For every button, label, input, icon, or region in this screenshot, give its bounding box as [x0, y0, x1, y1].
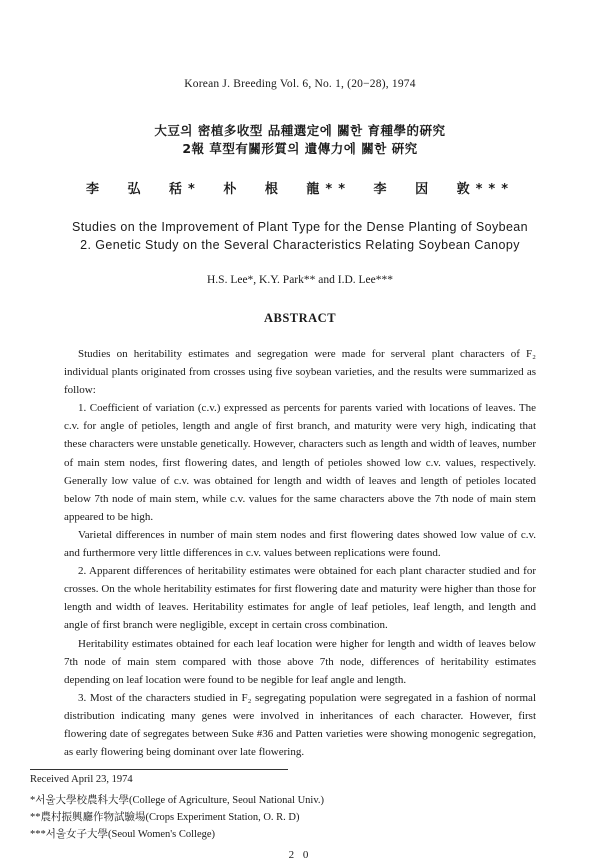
korean-title-line-1: 大豆의 密植多收型 品種選定에 關한 育種學的硏究	[154, 123, 446, 138]
korean-title-line-2: 2報 草型有關形質의 遺傳力에 關한 硏究	[182, 141, 418, 156]
footnote-affiliation-3: ***서울女子大學(Seoul Women's College)	[30, 829, 216, 840]
journal-citation: Korean J. Breeding Vol. 6, No. 1, (20−28), 1974	[184, 78, 416, 90]
abstract-paragraph: Heritability estimates obtained for each leaf location were higher for length and width of leaves below 7th node of main stem compared with those above 7th node, differences of heritability estimates depending on leaf location were found to be negible for leaf angle and length.	[64, 637, 536, 686]
abstract-body	[64, 345, 536, 761]
abstract-paragraph: Studies on heritability estimates and segregation were made for serveral plant characters of F₂ individual plants originated from crosses using five soybean varieties, and the results were summarized as follow:	[64, 348, 536, 397]
english-title-line-1: Studies on the Improvement of Plant Type for the Dense Planting of Soybean	[71, 220, 529, 234]
korean-authors: 李 弘 秳* 朴 根 龍** 李 因 敦***	[86, 182, 514, 197]
page-number: 2 0	[288, 849, 312, 861]
abstract-paragraph: Varietal differences in number of main stem nodes and first flowering dates showed low value of c.v. and furthermore very little differences in c.v. values between replications were found.	[64, 528, 536, 560]
abstract-paragraph: 2. Apparent differences of heritability estimates were obtained for each plant character studied and for crosses. On the whole heritability estimates for first flowering date and maturity were higher than those for length and width of leaves. Heritability estimates for angle of leaf petioles, leaf length, and length and angle of first branch were negligible, except in certain cross combination.	[64, 565, 536, 632]
abstract-paragraph: 3. Most of the characters studied in F₂ segregating population were segregated in a fashion of normal distribution indicating many genes were involved in inheritances of each character. However, first flowering date of segregates between Suke #36 and Patten varieties were showing monogenic segregation, as early flowering being dominant over late flowering.	[64, 691, 536, 759]
english-title-line-2: 2. Genetic Study on the Several Characteristics Relating Soybean Canopy	[80, 238, 520, 252]
footnote-affiliation-1: *서울大學校農科大學(College of Agriculture, Seoul National Univ.)	[30, 795, 325, 806]
footnote-divider	[30, 769, 288, 770]
abstract-paragraph: 1. Coefficient of variation (c.v.) expressed as percents for parents varied with locations of leaves. The c.v. for angle of petioles, length and angle of first branch, and maturity were very high, indicating that these characters were unstable genetically. However, characters such as length and width of leaves, number of main stem nodes, first flowering dates, and length of petioles showed low c.v. values, respectively. Generally low value of c.v. was obtained for length and width of leaves and length of petioles located below 7th node of main stem, while c.v. values for the same characters above the 7th node of main stem appeared to be high.	[64, 402, 536, 523]
english-authors: H.S. Lee*, K.Y. Park** and I.D. Lee***	[207, 274, 393, 286]
abstract-heading: ABSTRACT	[263, 311, 337, 325]
received-date: Received April 23, 1974	[30, 774, 133, 785]
footnote-affiliation-2: **農村振興廳作物試驗場(Crops Experiment Station, O. R. D)	[30, 812, 300, 823]
